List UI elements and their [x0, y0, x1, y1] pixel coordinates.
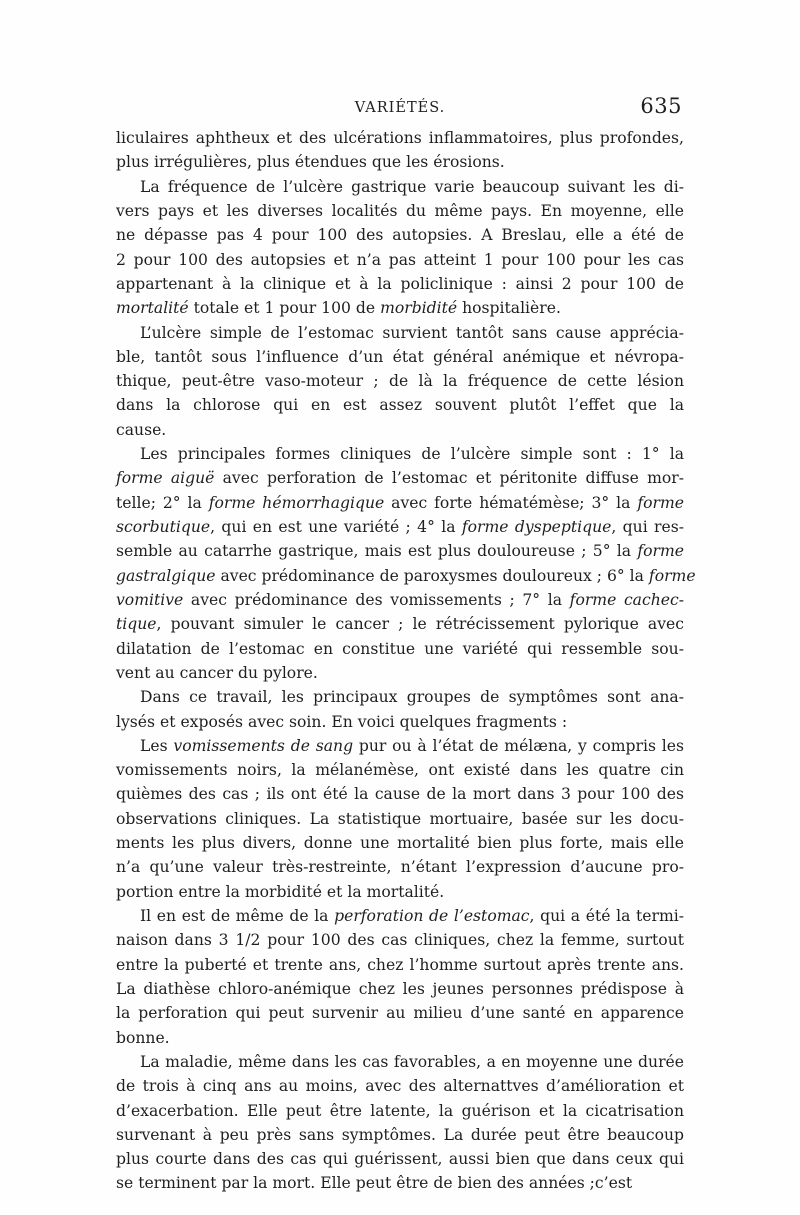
- text-segment: vent au cancer du pylore.: [116, 663, 318, 682]
- text-segment: observations cliniques. La statistique mortuaire, basée sur les docu-: [116, 809, 684, 828]
- text-segment: 2 pour 100 des autopsies et n’a pas atteint 1 pour 100 pour les cas: [116, 250, 684, 269]
- text-segment: de trois à cinq ans au moins, avec des alternattves d’amélioration et: [116, 1077, 684, 1096]
- text-line: [116, 782, 684, 806]
- text-segment: se terminent par la mort. Elle peut être de bien des années ;c’est: [116, 1174, 633, 1193]
- text-segment: vers pays et les diverses localités du même pays. En moyenne, elle: [116, 201, 684, 220]
- italic-segment: forme aiguë: [116, 469, 215, 488]
- text-line: [116, 685, 684, 709]
- text-segment: La diathèse chloro-anémique chez les jeunes personnes prédispose à: [116, 979, 684, 998]
- text-segment: ble, tantôt sous l’influence d’un état général anémique et névropa-: [116, 347, 684, 366]
- text-segment: La fréquence de l’ulcère gastrique varie beaucoup suivant les di-: [140, 177, 684, 196]
- text-line: [116, 928, 684, 952]
- text-segment: dilatation de l’estomac en constitue une variété qui ressemble sou-: [116, 639, 684, 658]
- text-line: [116, 588, 684, 612]
- text-segment: bonne.: [116, 1028, 170, 1047]
- text-segment: naison dans 3 1/2 pour 100 des cas cliniques, chez la femme, surtout: [116, 931, 684, 950]
- text-line: [116, 1171, 684, 1195]
- paragraph: [116, 734, 684, 904]
- text-segment: plus irrégulières, plus étendues que les érosions.: [116, 153, 505, 172]
- text-segment: thique, peut-être vaso-moteur ; de là la fréquence de cette lésion: [116, 372, 684, 391]
- text-segment: entre la puberté et trente ans, chez l’homme surtout après trente ans.: [116, 955, 684, 974]
- text-line: [116, 369, 684, 393]
- paragraph: [116, 442, 696, 685]
- text-line: [116, 953, 684, 977]
- text-segment: , qui res-: [611, 518, 684, 536]
- italic-segment: forme: [648, 566, 696, 585]
- text-line: [116, 1026, 684, 1050]
- text-line: [116, 491, 684, 515]
- running-header: [116, 94, 684, 120]
- italic-segment: forme: [637, 493, 684, 512]
- text-segment: L’ulcère simple de l’estomac survient tantôt sans cause apprécia-: [140, 323, 684, 342]
- text-line: [116, 807, 684, 831]
- italic-segment: forme cachec-: [569, 590, 684, 609]
- text-line: [116, 734, 684, 758]
- text-segment: telle; 2° la: [116, 493, 209, 512]
- text-line: [116, 564, 696, 588]
- text-line: [116, 1123, 684, 1147]
- italic-segment: vomitive: [116, 590, 184, 609]
- text-line: [116, 515, 684, 539]
- text-line: [116, 272, 684, 296]
- italic-segment: scorbutique: [116, 518, 211, 536]
- text-line: [116, 199, 684, 223]
- text-line: [116, 442, 684, 466]
- italic-segment: tique: [116, 615, 157, 634]
- text-segment: plus courte dans des cas qui guérissent, aussi bien que dans ceux qui: [116, 1150, 684, 1169]
- text-segment: quièmes des cas ; ils ont été la cause de la mort dans 3 pour 100 des: [116, 785, 684, 804]
- text-line: [116, 296, 684, 320]
- italic-segment: vomissements de sang: [173, 736, 354, 755]
- text-line: [116, 1050, 684, 1074]
- text-line: [116, 393, 684, 417]
- text-segment: dans la chlorose qui en est assez souvent plutôt l’effet que la: [116, 396, 684, 415]
- text-segment: avec forte hématémèse; 3° la: [384, 493, 638, 512]
- text-segment: hospitalière.: [457, 299, 561, 318]
- text-line: [116, 1074, 684, 1098]
- text-line: [116, 345, 684, 369]
- text-line: [116, 1099, 684, 1123]
- text-line: [116, 539, 684, 563]
- text-line: [116, 758, 684, 782]
- paragraph: [116, 685, 684, 734]
- italic-segment: mortalité: [116, 299, 189, 318]
- text-line: [116, 223, 684, 247]
- text-line: [116, 150, 684, 174]
- text-segment: totale et 1 pour 100 de: [188, 299, 381, 318]
- text-line: [116, 126, 684, 150]
- text-line: [116, 1001, 684, 1025]
- paragraph: [116, 904, 684, 1050]
- text-segment: , pouvant simuler le cancer ; le rétrécissement pylorique avec: [156, 615, 684, 634]
- text-segment: survenant à peu près sans symptômes. La durée peut être beaucoup: [116, 1125, 684, 1144]
- italic-segment: gastralgique: [116, 566, 216, 585]
- paragraph: [116, 321, 684, 443]
- text-segment: n’a qu’une valeur très-restreinte, n’étant l’expression d’aucune pro-: [116, 858, 684, 877]
- text-segment: semble au catarrhe gastrique, mais est plus douloureuse ; 5° la: [116, 542, 638, 561]
- text-line: [116, 466, 684, 490]
- text-segment: Les principales formes cliniques de l’ulcère simple sont : 1° la: [140, 445, 684, 464]
- text-segment: La maladie, même dans les cas favorables, a en moyenne une durée: [140, 1052, 684, 1071]
- text-line: [116, 637, 684, 661]
- paragraph: [116, 175, 684, 321]
- text-segment: Il en est de même de la: [140, 907, 335, 925]
- text-segment: vomissements noirs, la mélanémèse, ont existé dans les quatre cin: [116, 761, 684, 780]
- text-line: [116, 904, 684, 928]
- text-segment: , qui a été la termi-: [529, 907, 684, 925]
- text-segment: Dans ce travail, les principaux groupes de symptômes sont ana-: [140, 688, 684, 707]
- italic-segment: forme hémorrhagique: [208, 493, 385, 512]
- text-line: [116, 710, 684, 734]
- italic-segment: morbidité: [380, 299, 458, 318]
- text-segment: Les: [140, 736, 174, 755]
- text-segment: appartenant à la clinique et à la policlinique : ainsi 2 pour 100 de: [116, 274, 684, 293]
- text-segment: avec prédominance de paroxysmes douloureux ; 6° la: [215, 566, 649, 585]
- text-line: [116, 1147, 684, 1171]
- text-line: [116, 321, 684, 345]
- paragraph: [116, 1050, 684, 1196]
- text-segment: avec prédominance des vomissements ; 7° la: [183, 590, 570, 609]
- text-segment: lysés et exposés avec soin. En voici quelques fragments :: [116, 712, 568, 731]
- text-segment: portion entre la morbidité et la mortalité.: [116, 882, 445, 901]
- body-text: [116, 126, 696, 1196]
- text-line: [116, 612, 684, 636]
- text-line: [116, 831, 684, 855]
- paragraph: [116, 126, 684, 175]
- italic-segment: forme dyspeptique: [461, 518, 612, 536]
- text-segment: la perforation qui peut survenir au milieu d’une santé en apparence: [116, 1004, 684, 1023]
- text-segment: ne dépasse pas 4 pour 100 des autopsies. A Breslau, elle a été de: [116, 226, 684, 245]
- text-line: [116, 855, 684, 879]
- text-line: [116, 661, 684, 685]
- italic-segment: forme: [637, 542, 684, 561]
- text-segment: ments les plus divers, donne une mortalité bien plus forte, mais elle: [116, 834, 684, 853]
- text-line: [116, 248, 684, 272]
- text-segment: liculaires aphtheux et des ulcérations inflammatoires, plus profondes,: [116, 129, 684, 147]
- text-segment: , qui en est une variété ; 4° la: [210, 518, 462, 536]
- text-line: [116, 175, 684, 199]
- text-segment: d’exacerbation. Elle peut être latente, la guérison et la cicatrisation: [116, 1101, 684, 1120]
- italic-segment: perforation de l’estomac: [334, 907, 530, 925]
- text-segment: avec perforation de l’estomac et péritonite diffuse mor-: [214, 469, 685, 488]
- text-segment: pur ou à l’état de mélæna, y compris les: [353, 736, 684, 755]
- text-segment: cause.: [116, 420, 167, 439]
- text-line: [116, 977, 684, 1001]
- page-number: 635: [640, 94, 682, 118]
- text-line: [116, 880, 684, 904]
- running-title: VARIÉTÉS.: [354, 100, 446, 116]
- text-line: [116, 418, 684, 442]
